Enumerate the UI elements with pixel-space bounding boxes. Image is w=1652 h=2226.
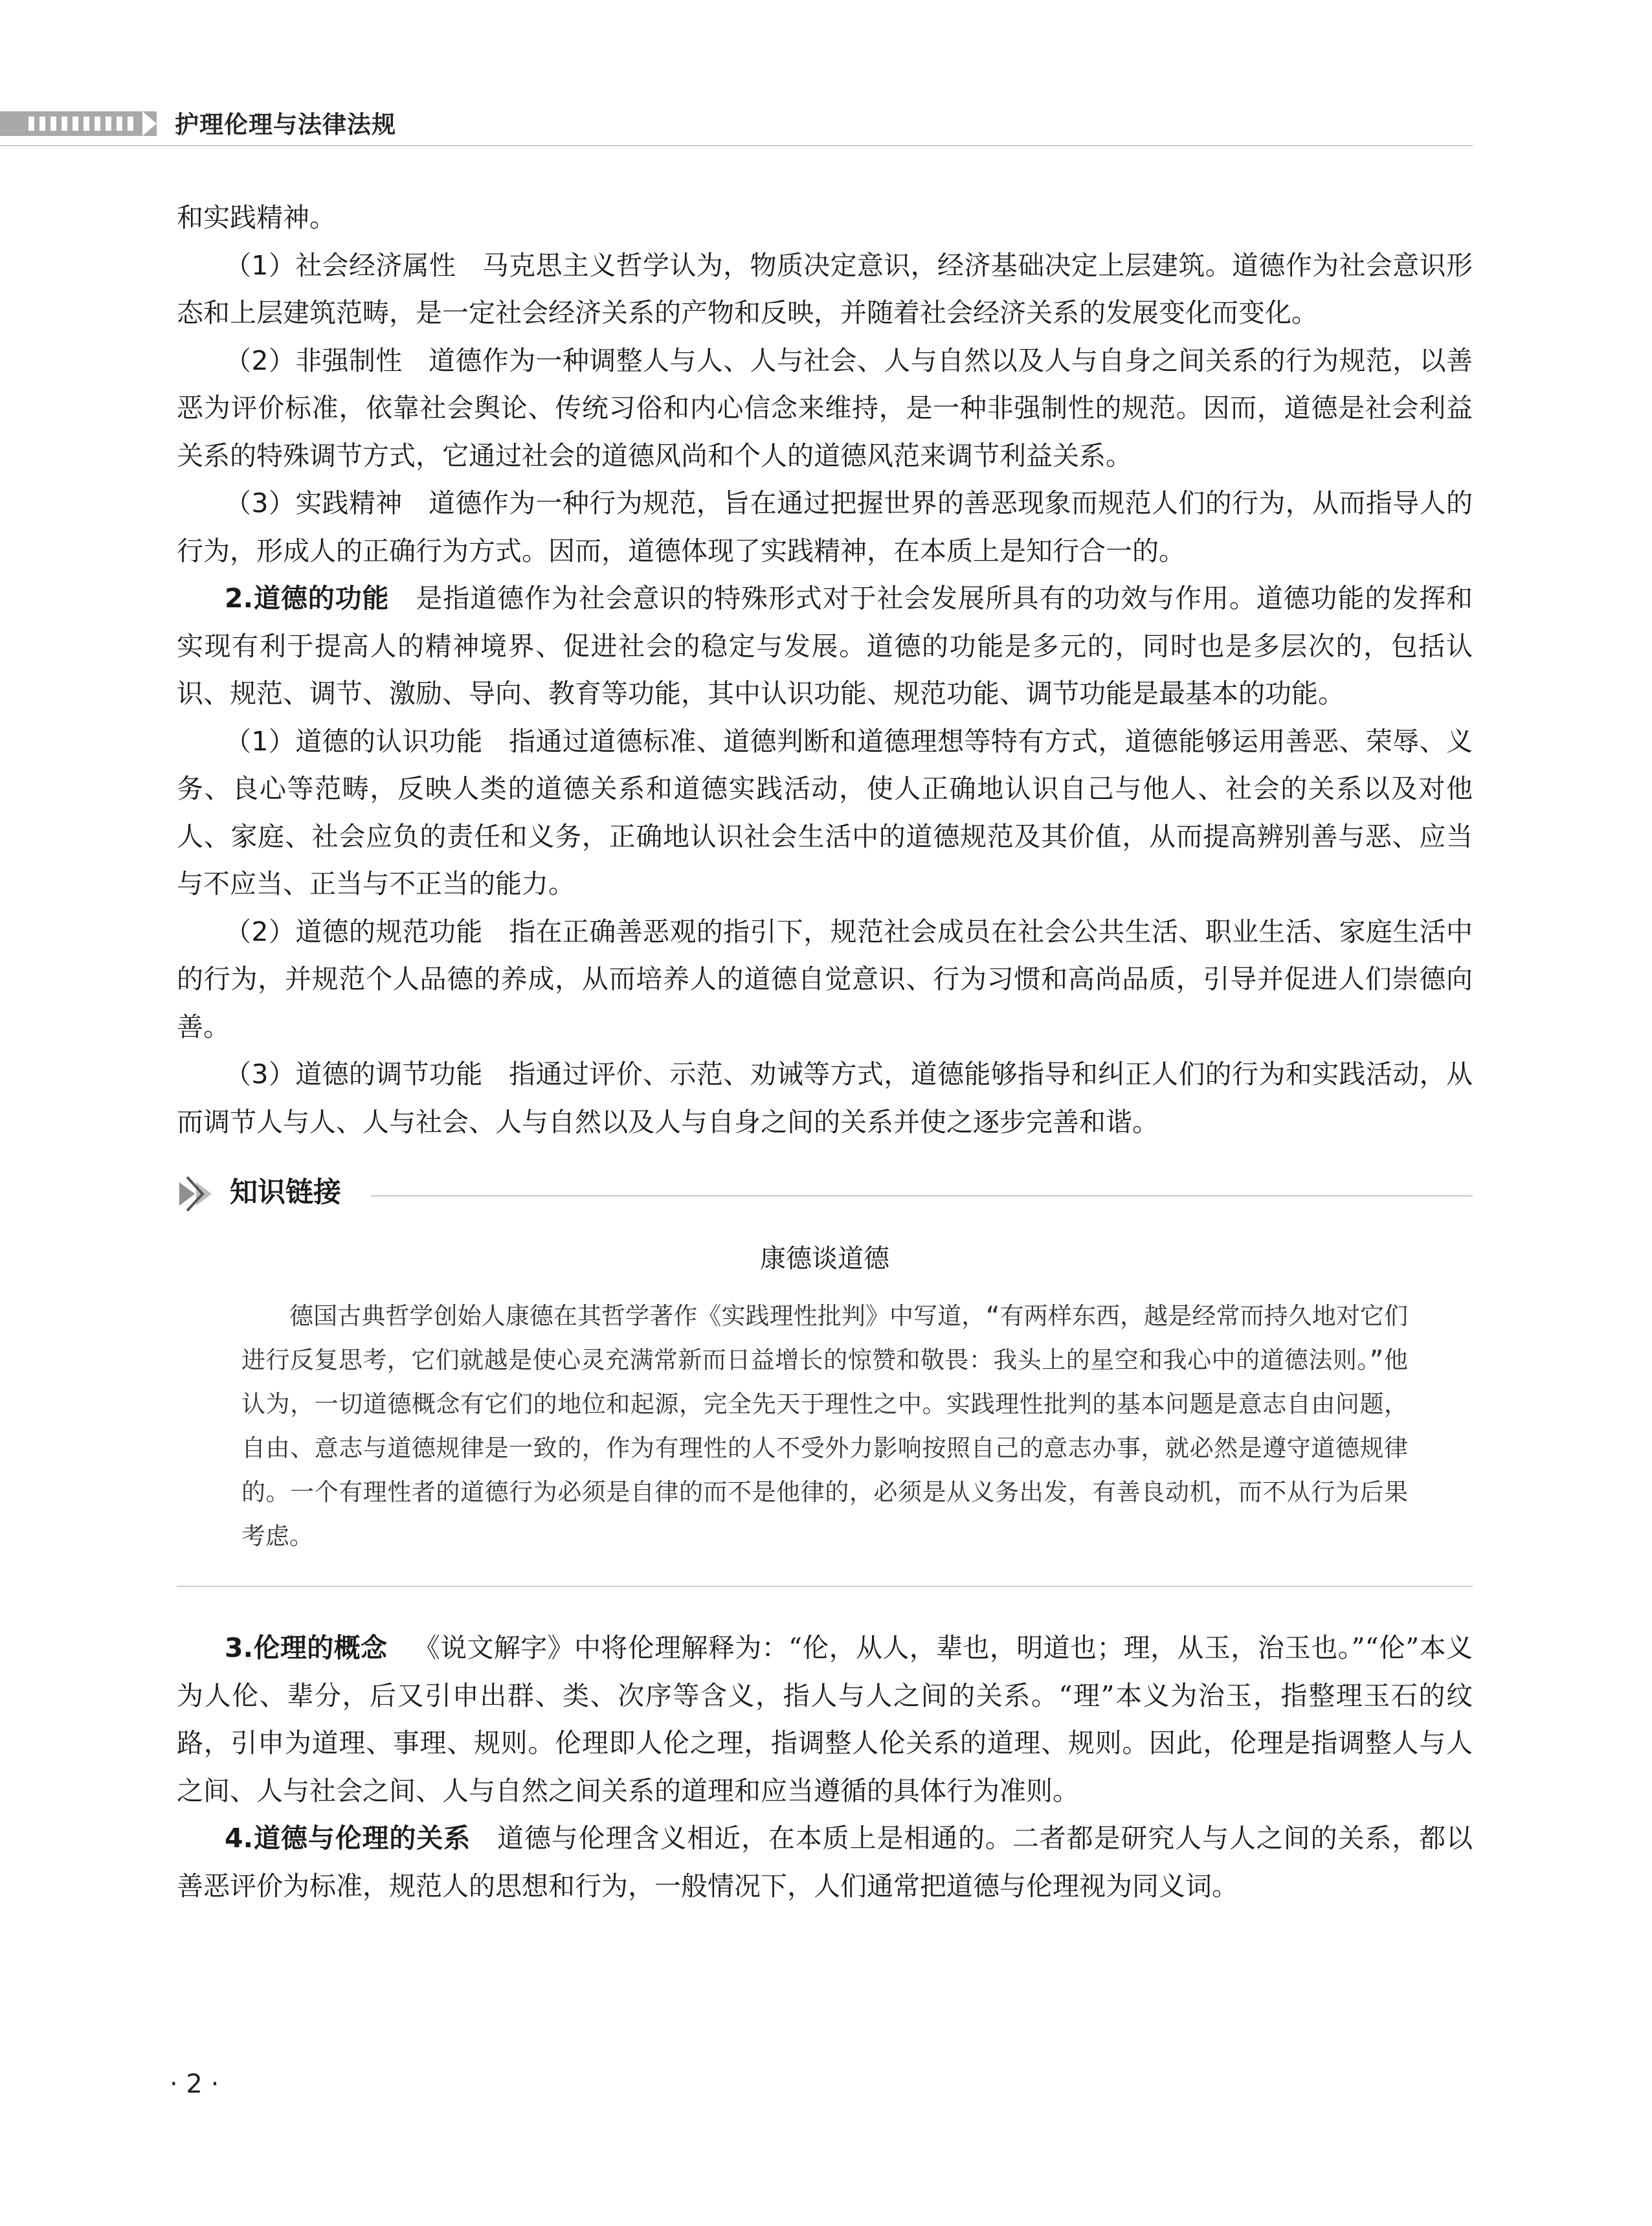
paragraph-text: 是指道德作为社会意识的特殊形式对于社会发展所具有的功效与作用。道德功能的发挥和实现有利于提高人的精神境界、促进社会的稳定与发展。道德的功能是多元的，同时也是多层次的，包括认识、规范、调节、激励、导向、教育等功能，其中认识功能、规范功能、调节功能是最基本的功能。: [177, 583, 1473, 709]
paragraph-term: （2）非强制性: [225, 344, 403, 376]
paragraph-term: （3）实践精神: [225, 488, 403, 519]
paragraph: [177, 337, 1473, 480]
paragraph: [177, 194, 1473, 242]
paragraph: [177, 575, 1473, 718]
paragraph-term: （1）道德的认识功能: [225, 725, 483, 757]
knowledge-link-body: 德国古典哲学创始人康德在其哲学著作《实践理性批判》中写道，“有两样东西，越是经常而持久地对它们进行反复思考，它们就越是使心灵充满常新而日益增长的惊赞和敬畏：我头上的星空和我心中的道德法则。”他认为，一切道德概念有它们的地位和起源，完全先天于理性之中。实践理性批判的基本问题是意志自由问题，自由、意志与道德规律是一致的，作为有理性的人不受外力影响按照自己的意志办事，就必然是遵守道德规律的。一个有理性者的道德行为必须是自律的而不是他律的，必须是从义务出发，有善良动机，而不从行为后果考虑。: [241, 1302, 1408, 1550]
paragraph: [177, 1625, 1473, 1815]
section-heading: 2.道德的功能: [225, 583, 390, 614]
header-arrow-icon: [142, 111, 157, 136]
paragraph-text: 马克思主义哲学认为，物质决定意识，经济基础决定上层建筑。道德作为社会意识形态和上层建筑范畴，是一定社会经济关系的产物和反映，并随着社会经济关系的发展变化而变化。: [177, 249, 1473, 328]
paragraph-text: 指通过评价、示范、劝诫等方式，道德能够指导和纠正人们的行为和实践活动，从而调节人与人、人与社会、人与自然以及人与自身之间的关系并使之逐步完善和谐。: [177, 1059, 1473, 1138]
paragraph-term: （3）道德的调节功能: [225, 1059, 483, 1090]
page-number: · 2 ·: [170, 2069, 219, 2099]
paragraph-text: 道德作为一种行为规范，旨在通过把握世界的善恶现象而规范人们的行为，从而指导人的行为，形成人的正确行为方式。因而，道德体现了实践精神，在本质上是知行合一的。: [177, 488, 1473, 567]
paragraph: [177, 480, 1473, 575]
paragraph-text: 《说文解字》中将伦理解释为：“伦，从人，辈也，明道也；理，从玉，治玉也。”“伦”本义为人伦、辈分，后又引申出群、类、次序等含义，指人与人之间的关系。“理”本义为治玉，指整理玉石的纹路，引申为道理、事理、规则。伦理即人伦之理，指调整人伦关系的道理、规则。因此，伦理是指调整人与人之间、人与社会之间、人与自然之间关系的道理和应当遵循的具体行为准则。: [177, 1632, 1473, 1806]
paragraph-term: （1）社会经济属性: [225, 249, 456, 281]
section-heading: 4.道德与伦理的关系: [225, 1823, 471, 1854]
knowledge-link-title: 知识链接: [230, 1176, 341, 1209]
section-heading: 3.伦理的概念: [225, 1632, 388, 1663]
knowledge-link-icon: [177, 1175, 214, 1213]
header-tab-decoration: [0, 111, 157, 136]
knowledge-link-box: [177, 1226, 1473, 1586]
paragraph-text: 指通过道德标准、道德判断和道德理想等特有方式，道德能够运用善恶、荣辱、义务、良心等范畴，反映人类的道德关系和道德实践活动，使人正确地认识自己与他人、社会的关系以及对他人、家庭、社会应负的责任和义务，正确地认识社会生活中的道德规范及其价值，从而提高辨别善与恶、应当与不应当、正当与不正当的能力。: [177, 725, 1473, 899]
paragraph: [177, 908, 1473, 1051]
paragraph-text: 道德作为一种调整人与人、人与社会、人与自然以及人与自身之间关系的行为规范，以善恶为评价标准，依靠社会舆论、传统习俗和内心信念来维持，是一种非强制性的规范。因而，道德是社会利益关系的特殊调节方式，它通过社会的道德风尚和个人的道德风范来调节利益关系。: [177, 344, 1473, 471]
paragraph: [177, 1815, 1473, 1910]
paragraph-term: （2）道德的规范功能: [225, 916, 483, 947]
header-dots-decoration: [28, 117, 133, 131]
running-header: [0, 102, 1473, 148]
knowledge-link-divider: [371, 1195, 1473, 1197]
paragraph-text: 道德与伦理含义相近，在本质上是相通的。二者都是研究人与人之间的关系，都以善恶评价为标准，规范人的思想和行为，一般情况下，人们通常把道德与伦理视为同义词。: [177, 1823, 1473, 1902]
paragraph-text: 指在正确善恶观的指引下，规范社会成员在社会公共生活、职业生活、家庭生活中的行为，并规范个人品德的养成，从而培养人的道德自觉意识、行为习惯和高尚品质，引导并促进人们崇德向善。: [177, 916, 1473, 1042]
paragraph-text: 和实践精神。: [177, 202, 336, 233]
paragraph: [177, 1051, 1473, 1146]
paragraph: [177, 718, 1473, 908]
main-content: [177, 194, 1473, 1910]
header-divider: [0, 145, 1473, 146]
book-title: 护理伦理与法律法规: [175, 111, 396, 139]
paragraph: [177, 242, 1473, 337]
knowledge-link-header: [177, 1160, 1473, 1226]
knowledge-link-heading: 康德谈道德: [760, 1244, 889, 1274]
knowledge-link-bottom-divider: [177, 1586, 1473, 1587]
